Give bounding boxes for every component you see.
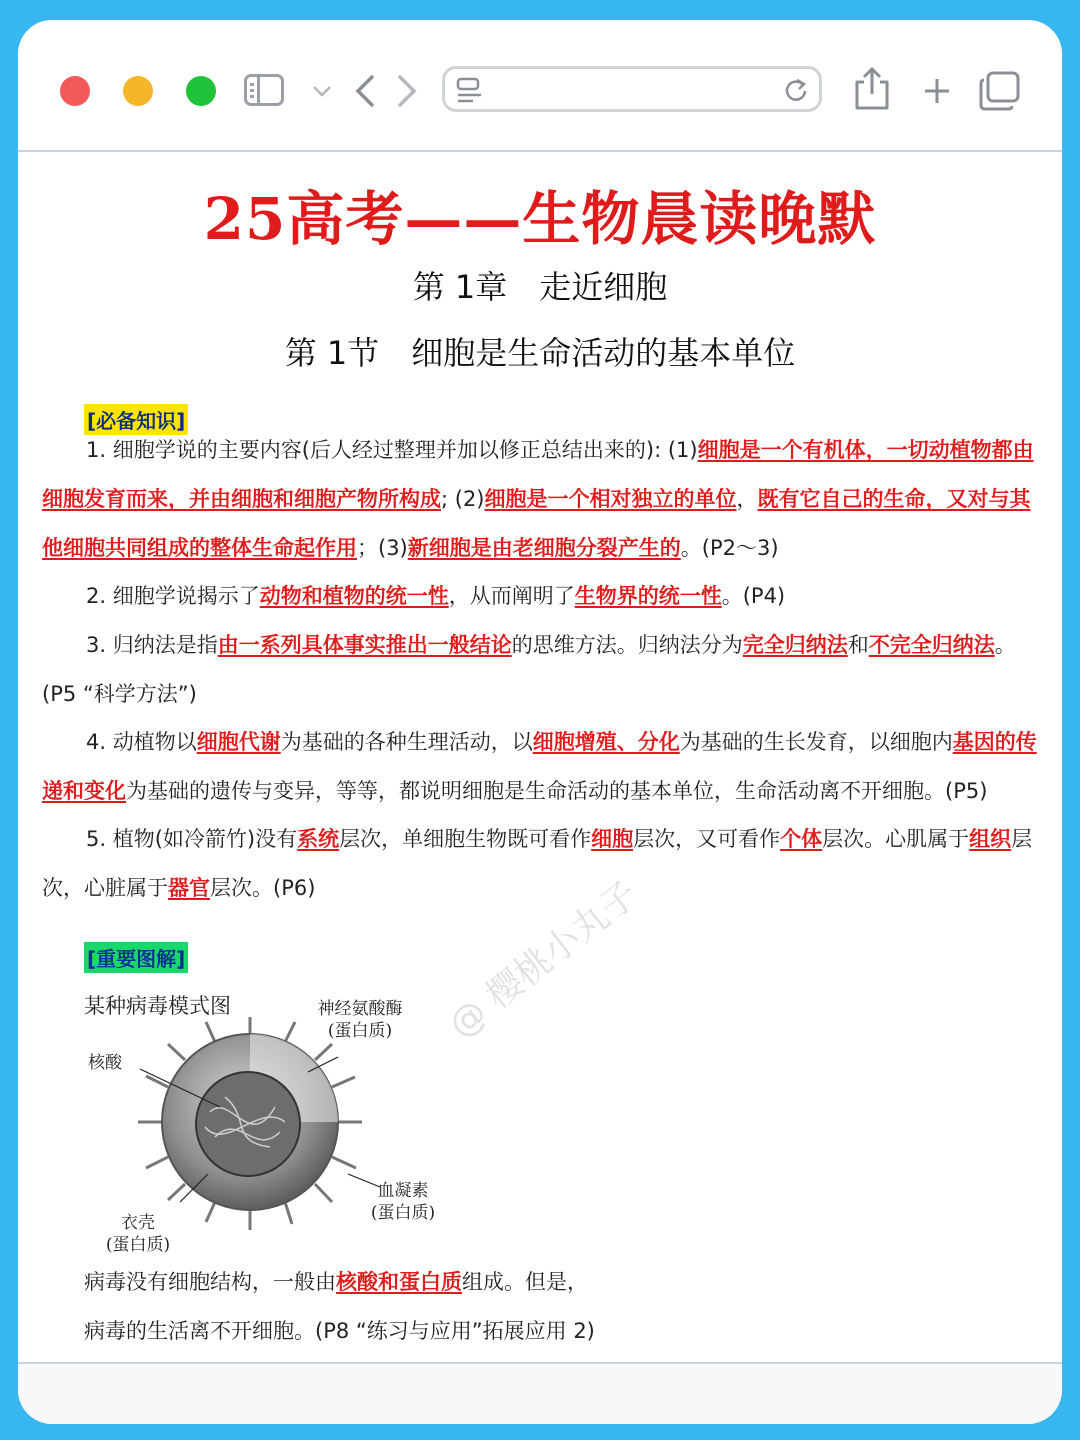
- page-menu-icon[interactable]: [455, 76, 485, 104]
- plus-icon[interactable]: [922, 76, 952, 106]
- paragraph-4: 4. 动植物以细胞代谢为基础的各种生理活动，以细胞增殖、分化为基础的生长发育，以细胞内基因的传递和变化为基础的遗传与变异，等等，都说明细胞是生命活动的基本单位，生命活动离不开细胞。(P5): [42, 730, 1037, 803]
- paragraph-6: 病毒没有细胞结构，一般由核酸和蛋白质组成。但是，: [84, 1270, 588, 1294]
- tabs-icon[interactable]: [978, 70, 1022, 112]
- document-page: [18, 152, 1062, 1362]
- window-footer: [18, 1362, 1062, 1424]
- close-window-button[interactable]: [60, 76, 90, 106]
- reload-icon[interactable]: [783, 77, 809, 103]
- paragraph-2: 2. 细胞学说揭示了动物和植物的统一性，从而阐明了生物界的统一性。(P4): [86, 584, 786, 608]
- label-hemagglutinin: 血凝素 (蛋白质): [370, 1181, 436, 1223]
- address-bar[interactable]: [442, 66, 822, 112]
- chevron-down-icon[interactable]: [312, 84, 332, 98]
- paragraph-7: 病毒的生活离不开细胞。(P8 “练习与应用”拓展应用 2): [84, 1319, 595, 1343]
- label-nucleic-acid: 核酸: [88, 1053, 122, 1073]
- chevron-left-icon[interactable]: [354, 74, 376, 108]
- page-title: 25高考——生物晨读晚默: [203, 185, 877, 253]
- diagram-tag: [重要图解]: [84, 942, 188, 973]
- maximize-window-button[interactable]: [186, 76, 216, 106]
- browser-window: [18, 20, 1062, 1424]
- chevron-right-icon[interactable]: [396, 74, 418, 108]
- chapter-heading: 第 1章 走近细胞: [412, 268, 668, 306]
- paragraph-5: 5. 植物(如冷箭竹)没有系统层次，单细胞生物既可看作细胞层次，又可看作个体层次。心肌属于组织层次，心脏属于器官层次。(P6): [42, 827, 1033, 900]
- paragraph-1: 1. 细胞学说的主要内容(后人经过整理并加以修正总结出来的): (1)细胞是一个有机体，一切动植物都由细胞发育而来，并由细胞和细胞产物所构成; (2)细胞是一个相对独立的单位，既有它自己的生命，又对与其他细胞共同组成的整体生命起作用；(3)新细胞是由老细胞分裂产生的。(P2～3): [42, 438, 1034, 560]
- sidebar-icon[interactable]: [244, 74, 284, 106]
- section-heading: 第 1节 细胞是生命活动的基本单位: [284, 334, 796, 372]
- label-enzyme: 神经氨酸酶 (蛋白质): [317, 999, 403, 1041]
- knowledge-tag: [必备知识]: [84, 404, 188, 435]
- share-icon[interactable]: [850, 66, 894, 112]
- watermark: @ 樱桃小丸子: [441, 873, 646, 1047]
- diagram-caption: 某种病毒模式图: [84, 994, 231, 1018]
- paragraph-3: 3. 归纳法是指由一系列具体事实推出一般结论的思维方法。归纳法分为完全归纳法和不完全归纳法。(P5 “科学方法”): [42, 633, 1016, 706]
- label-capsid: 衣壳 (蛋白质): [105, 1213, 171, 1255]
- browser-toolbar: [18, 20, 1062, 152]
- minimize-window-button[interactable]: [123, 76, 153, 106]
